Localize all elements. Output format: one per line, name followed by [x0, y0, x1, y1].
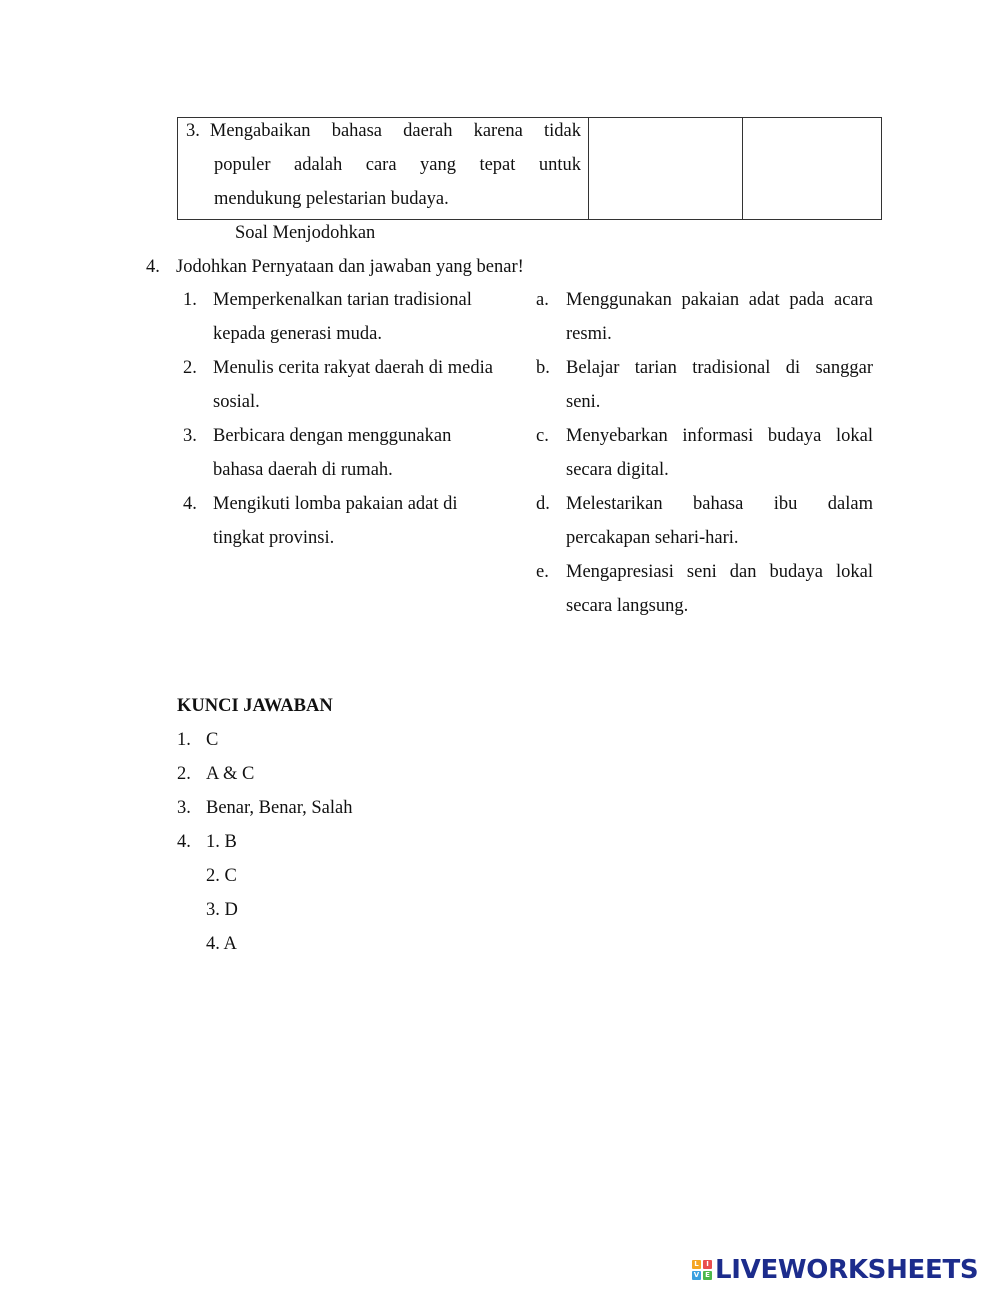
statement-word: tidak	[544, 121, 581, 141]
statement-word: karena	[473, 121, 523, 141]
logo-mark-tile: L	[692, 1260, 701, 1269]
question-4-instruction	[146, 250, 524, 284]
statement-item-label: 4.	[183, 494, 197, 514]
answer-key-value: C	[206, 730, 219, 750]
answer-option	[536, 419, 873, 487]
statement-item	[183, 487, 523, 555]
answer-option-line: seni.	[566, 392, 601, 412]
answer-option	[536, 351, 873, 419]
answer-option-label: b.	[536, 358, 550, 378]
statement-item-label: 2.	[183, 358, 197, 378]
statement-item-text	[213, 283, 523, 351]
statement-table	[177, 117, 882, 220]
answer-option-text	[566, 419, 873, 487]
answer-option-label: e.	[536, 562, 549, 582]
answer-option-label: d.	[536, 494, 550, 514]
statement-item-line: Berbicara dengan menggunakan	[213, 426, 452, 446]
answer-key-value: A & C	[206, 764, 255, 784]
statement-item-line: tingkat provinsi.	[213, 528, 335, 548]
statement-line-1	[186, 114, 581, 148]
statement-item-label: 1.	[183, 290, 197, 310]
statement-item	[183, 351, 523, 419]
answer-key-label: 4.	[177, 832, 191, 852]
answer-option	[536, 487, 873, 555]
answer-key-value: Benar, Benar, Salah	[206, 798, 353, 818]
answer-key-item	[177, 825, 352, 859]
answer-key-item	[177, 791, 352, 825]
statement-word: untuk	[538, 155, 581, 175]
statement-item-line: Menulis cerita rakyat daerah di media	[213, 358, 493, 378]
statement-item	[183, 283, 523, 351]
answer-key-value: 3. D	[206, 900, 238, 920]
section-label: Soal Menjodohkan	[235, 223, 376, 243]
answer-option-text	[566, 351, 873, 419]
statement-item-line: Memperkenalkan tarian tradisional	[213, 290, 472, 310]
answer-option-line: Belajar tarian tradisional di sanggar	[566, 358, 873, 378]
answer-key-label: 2.	[177, 764, 191, 784]
statement-word: tepat	[479, 155, 516, 175]
logo-mark-tile: E	[703, 1271, 712, 1280]
statement-item-text	[213, 419, 523, 487]
liveworksheets-logo	[692, 1253, 978, 1287]
answer-key-item	[177, 893, 352, 927]
answer-option-line: resmi.	[566, 324, 612, 344]
answer-key-label: 3.	[177, 798, 191, 818]
statement-item-text	[213, 487, 523, 555]
answer-option-line: secara digital.	[566, 460, 669, 480]
statement-word: adalah	[293, 155, 343, 175]
answer-option-line: percakapan sehari-hari.	[566, 528, 739, 548]
statement-item-line: Mengikuti lomba pakaian adat di	[213, 494, 458, 514]
statement-item-text	[213, 351, 523, 419]
statement-word: yang	[420, 155, 456, 175]
answer-option-line: Menggunakan pakaian adat pada acara	[566, 290, 873, 310]
table-statement-cell	[186, 114, 581, 216]
statement-word: bahasa	[331, 121, 383, 141]
answer-cell-false[interactable]	[742, 118, 881, 219]
answer-option	[536, 283, 873, 351]
answer-option-line: Menyebarkan informasi budaya lokal	[566, 426, 873, 446]
answer-key-item	[177, 723, 352, 757]
statement-word: daerah	[403, 121, 453, 141]
answer-option-label: a.	[536, 290, 549, 310]
statement-word: populer	[214, 155, 271, 175]
answer-option-line: Mengapresiasi seni dan budaya lokal	[566, 562, 873, 582]
statement-line-2	[186, 148, 581, 182]
statement-word: cara	[365, 155, 397, 175]
answer-option-text	[566, 555, 873, 623]
statement-item-line: sosial.	[213, 392, 260, 412]
answer-option-list	[536, 283, 873, 623]
answer-key-title: KUNCI JAWABAN	[177, 696, 333, 716]
answer-key-label	[177, 859, 206, 893]
statement-list	[183, 283, 523, 555]
logo-text: LIVEWORKSHEETS	[715, 1255, 979, 1285]
answer-key-value: 2. C	[206, 866, 237, 886]
logo-mark-tile: V	[693, 1271, 700, 1279]
answer-key-item	[177, 757, 352, 791]
row-number: 3.	[186, 121, 200, 141]
statement-word: Mengabaikan	[209, 121, 311, 141]
answer-option-line: secara langsung.	[566, 596, 689, 616]
statement-item	[183, 419, 523, 487]
answer-key-item	[177, 859, 352, 893]
answer-option-text	[566, 283, 873, 351]
logo-mark-icon	[692, 1260, 712, 1280]
answer-key-item	[177, 927, 352, 961]
answer-key-label	[177, 927, 206, 961]
logo-mark-tile: I	[703, 1260, 712, 1269]
statement-item-line: bahasa daerah di rumah.	[213, 460, 393, 480]
instruction-text: Jodohkan Pernyataan dan jawaban yang benar!	[176, 257, 524, 277]
question-number: 4.	[146, 257, 160, 277]
statement-line-3: mendukung pelestarian budaya.	[214, 189, 449, 209]
answer-key-label	[177, 893, 206, 927]
statement-item-line: kepada generasi muda.	[213, 324, 382, 344]
answer-key-value: 4. A	[206, 934, 237, 954]
answer-cell-true[interactable]	[588, 118, 742, 219]
answer-option-text	[566, 487, 873, 555]
statement-item-label: 3.	[183, 426, 197, 446]
answer-key-value: 1. B	[206, 832, 237, 852]
answer-option-line: Melestarikan bahasa ibu dalam	[566, 494, 873, 514]
answer-option-label: c.	[536, 426, 549, 446]
answer-key-label: 1.	[177, 730, 191, 750]
answer-key-list	[177, 723, 352, 961]
answer-option	[536, 555, 873, 623]
